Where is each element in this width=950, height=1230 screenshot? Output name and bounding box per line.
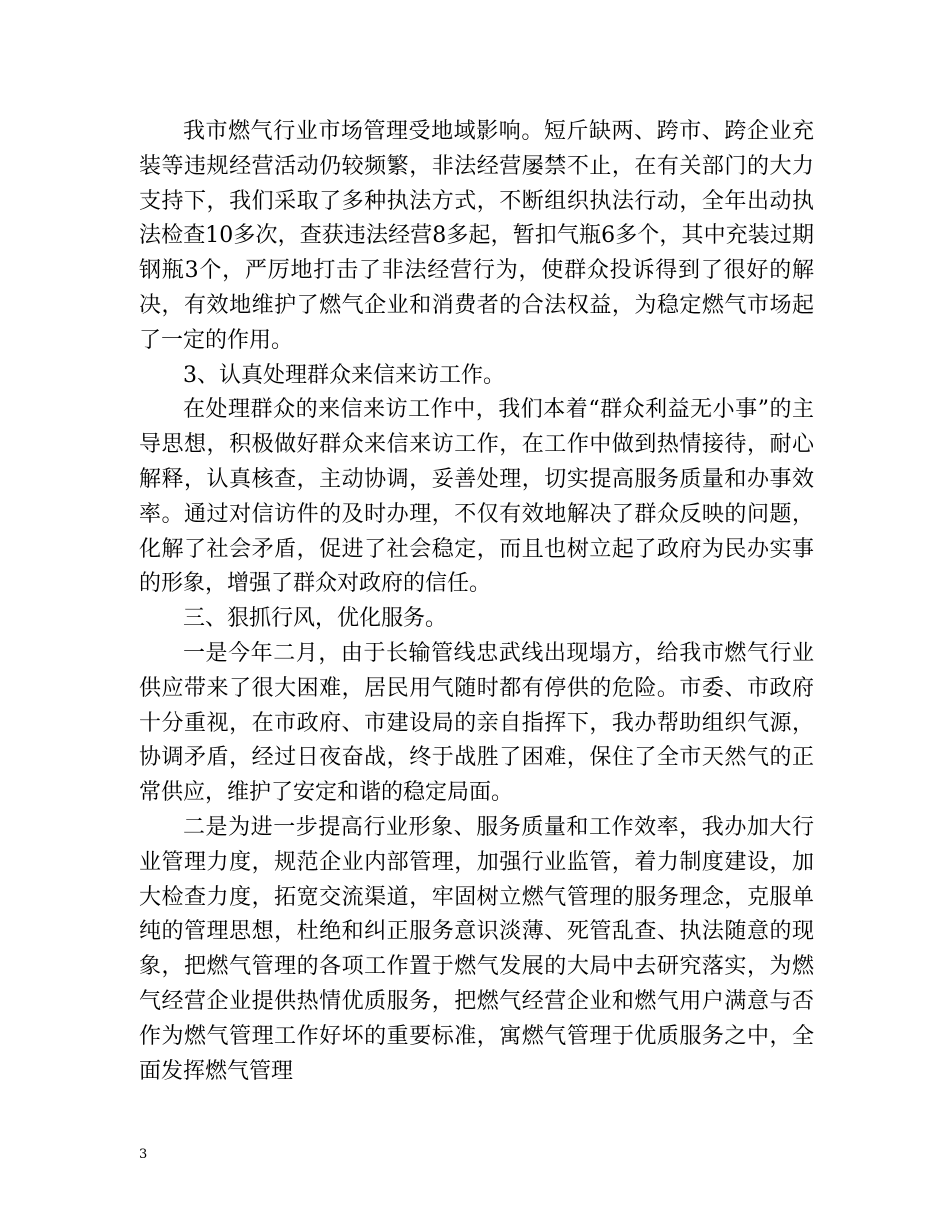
paragraph-service-improvement: 二是为进一步提高行业形象、服务质量和工作效率，我办加大行业管理力度，规范企业内部管理，加强行业监管，着力制度建设，加大检查力度，拓宽交流渠道，牢固树立燃气管理的服务理念，克服单纯的管理思想，杜绝和纠正服务意识淡薄、死管乱查、执法随意的现象，把燃气管理的各项工作置于燃气发展的大局中去研究落实，为燃气经营企业提供热情优质服务，把燃气经营企业和燃气用户满意与否作为燃气管理工作好坏的重要标准，寓燃气管理于优质服务之中，全面发挥燃气管理 bbox=[139, 814, 814, 1084]
paragraph-heading-petitions: 3、认真处理群众来信来访工作。 bbox=[183, 362, 505, 388]
page-number: 3 bbox=[139, 1147, 148, 1162]
paragraph-market-enforcement: 我市燃气行业市场管理受地域影响。短斤缺两、跨市、跨企业充装等违规经营活动仍较频繁，非法经营屡禁不止，在有关部门的大力支持下，我们采取了多种执法方式，不断组织执法行动，全年出动执法检查10多次，查获违法经营8多起，暂扣气瓶6多个，其中充装过期钢瓶3个，严厉地打击了非法经营行为，使群众投诉得到了很好的解决，有效地维护了燃气企业和消费者的合法权益，为稳定燃气市场起了一定的作用。 bbox=[139, 119, 814, 353]
paragraph-supply-emergency: 一是今年二月，由于长输管线忠武线出现塌方，给我市燃气行业供应带来了很大困难，居民用气随时都有停供的危险。市委、市政府十分重视，在市政府、市建设局的亲自指挥下，我办帮助组织气源，协调矛盾，经过日夜奋战，终于战胜了困难，保住了全市天然气的正常供应，维护了安定和谐的稳定局面。 bbox=[139, 640, 814, 806]
paragraph-heading-service: 三、狠抓行风，优化服务。 bbox=[183, 606, 448, 632]
paragraph-petitions-handling: 在处理群众的来信来访工作中，我们本着“群众利益无小事”的主导思想，积极做好群众来信来访工作，在工作中做到热情接待，耐心解释，认真核查，主动协调，妥善处理，切实提高服务质量和办事效率。通过对信访件的及时办理，不仅有效地解决了群众反映的问题，化解了社会矛盾，促进了社会稳定，而且也树立起了政府为民办实事的形象，增强了群众对政府的信任。 bbox=[139, 397, 814, 597]
body-text bbox=[139, 115, 814, 1089]
